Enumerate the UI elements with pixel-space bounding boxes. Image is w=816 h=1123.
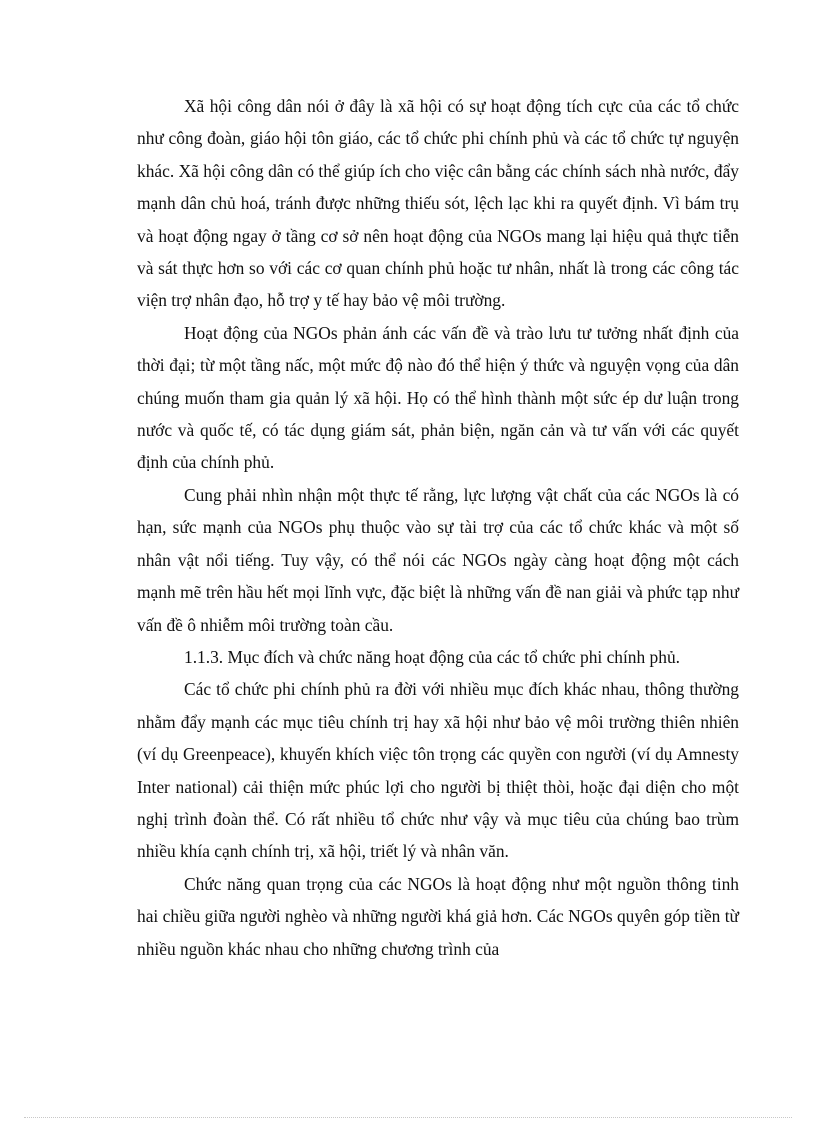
paragraph-civil-society: Xã hội công dân nói ở đây là xã hội có sự hoạt động tích cực của các tổ chức như công đoàn, giáo hội tôn giáo, các tổ chức phi chính phủ và các tổ chức tự nguyện khác. Xã hội công dân có thể giúp ích cho việc cân bằng các chính sách nhà nước, đẩy mạnh dân chủ hoá, tránh được những thiếu sót, lệch lạc khi ra quyết định. Vì bám trụ và hoạt động ngay ở tầng cơ sở nên hoạt động của NGOs mang lại hiệu quả thực tiễn và sát thực hơn so với các cơ quan chính phủ hoặc tư nhân, nhất là trong các công tác viện trợ nhân đạo, hỗ trợ y tế hay bảo vệ môi trường. bbox=[137, 96, 739, 311]
document-body bbox=[137, 90, 739, 965]
paragraph-ngo-limitations: Cung phải nhìn nhận một thực tế rằng, lực lượng vật chất của các NGOs là có hạn, sức mạnh của NGOs phụ thuộc vào sự tài trợ của các tổ chức khác và một số nhân vật nổi tiếng. Tuy vậy, có thể nói các NGOs ngày càng hoạt động một cách mạnh mẽ trên hầu hết mọi lĩnh vực, đặc biệt là những vấn đề nan giải và phức tạp như vấn đề ô nhiễm môi trường toàn cầu. bbox=[137, 484, 739, 635]
paragraph-ngo-functions: Chức năng quan trọng của các NGOs là hoạt động như một nguồn thông tinh hai chiều giữa người nghèo và những người khá giả hơn. Các NGOs quyên góp tiền từ nhiều nguồn khác nhau cho những chương trình của bbox=[137, 873, 739, 959]
paragraph-ngo-activities: Hoạt động của NGOs phản ánh các vấn đề và trào lưu tư tưởng nhất định của thời đại; từ một tầng nấc, một mức độ nào đó thể hiện ý thức và nguyện vọng của dân chúng muốn tham gia quản lý xã hội. Họ có thể hình thành một sức ép dư luận trong nước và quốc tế, có tác dụng giám sát, phản biện, ngăn cản và tư vấn với các quyết định của chính phủ. bbox=[137, 322, 739, 473]
section-heading-1-1-3: 1.1.3. Mục đích và chức năng hoạt động của các tổ chức phi chính phủ. bbox=[184, 646, 680, 667]
paragraph-ngo-purposes: Các tổ chức phi chính phủ ra đời với nhiều mục đích khác nhau, thông thường nhằm đẩy mạnh các mục tiêu chính trị hay xã hội như bảo vệ môi trường thiên nhiên (ví dụ Greenpeace), khuyến khích việc tôn trọng các quyền con người (ví dụ Amnesty Inter national) cải thiện mức phúc lợi cho người bị thiệt thòi, hoặc đại diện cho một nghị trình đoàn thể. Có rất nhiều tổ chức như vậy và mục tiêu của chúng bao trùm nhiều khía cạnh chính trị, xã hội, triết lý và nhân văn. bbox=[137, 679, 739, 862]
page-bottom-border bbox=[24, 1117, 792, 1118]
